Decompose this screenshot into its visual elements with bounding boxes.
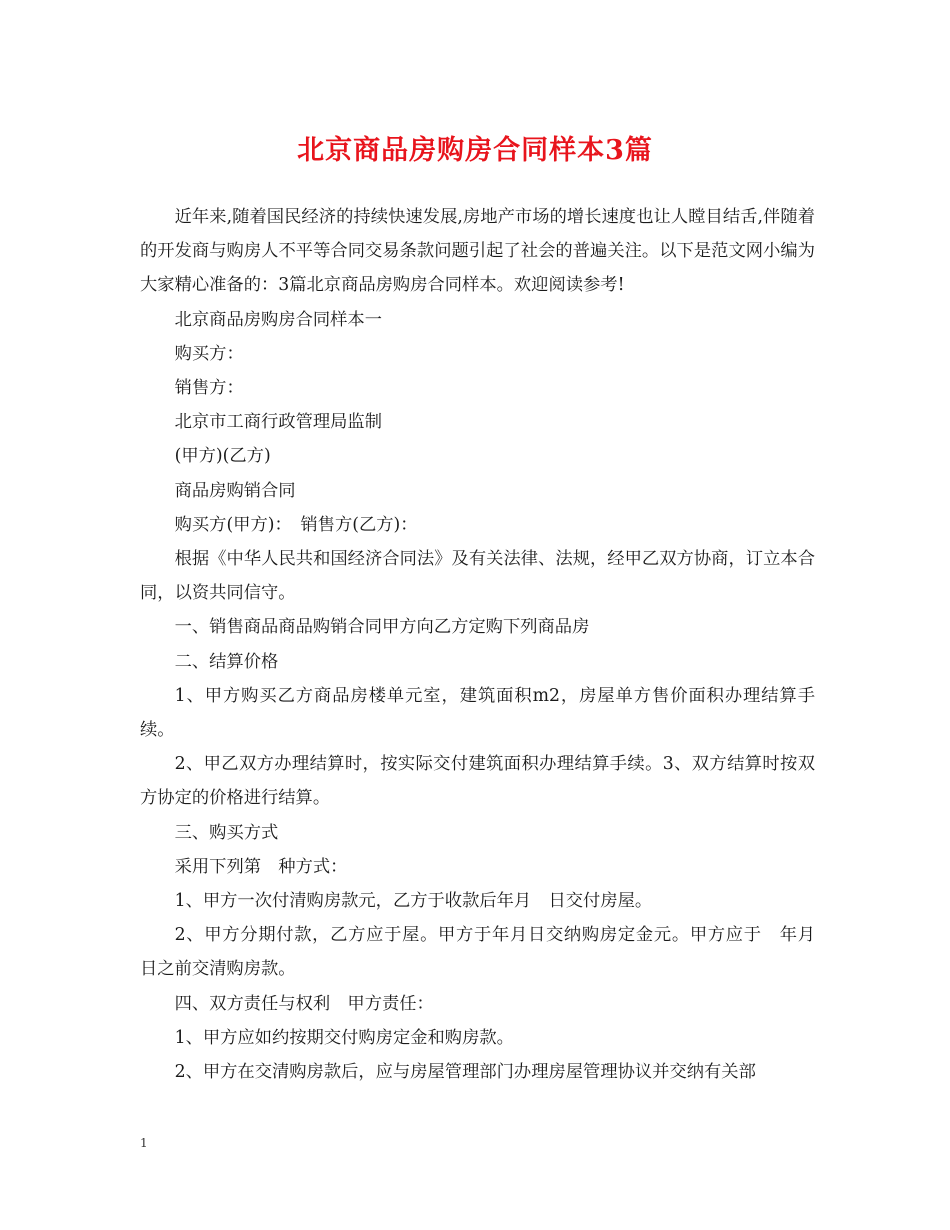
paragraph: 四、双方责任与权利 甲方责任： — [174, 993, 434, 1014]
paragraph: 2、甲方在交清购房款后，应与房屋管理部门办理房屋管理协议并交纳有关部 — [174, 1062, 756, 1083]
paragraph: 1、甲方一次付清购房款元，乙方于收款后年月 日交付房屋。 — [174, 891, 653, 912]
paragraph: 购买方(甲方)： 销售方(乙方)： — [174, 514, 418, 535]
paragraph: 商品房购销合同 — [174, 480, 296, 501]
paragraph: 2、甲乙双方办理结算时，按实际交付建筑面积办理结算手续。3、双方结算时按双方协定的价格进行结算。 — [140, 754, 815, 809]
paragraph: 北京商品房购房合同样本一 — [174, 309, 382, 330]
document-title: 北京商品房购房合同样本3篇 — [297, 135, 653, 166]
paragraph: 销售方： — [174, 378, 244, 399]
page-number: 1 — [140, 1136, 148, 1150]
paragraph: 一、销售商品商品购销合同甲方向乙方定购下列商品房 — [174, 617, 590, 638]
paragraph: 1、甲方应如约按期交付购房定金和购房款。 — [174, 1027, 514, 1048]
paragraph: 采用下列第 种方式： — [174, 856, 348, 877]
document-body — [140, 200, 833, 1089]
paragraph: 1、甲方购买乙方商品房楼单元室，建筑面积m2，房屋单方售价面积办理结算手续。 — [140, 685, 815, 741]
paragraph: 购买方： — [174, 343, 244, 364]
paragraph: (甲方)(乙方) — [174, 446, 271, 467]
paragraph: 根据《中华人民共和国经济合同法》及有关法律、法规，经甲乙双方协商，订立本合同，以资共同信守。 — [140, 549, 815, 604]
paragraph: 北京市工商行政管理局监制 — [174, 412, 382, 433]
paragraph: 二、结算价格 — [174, 651, 279, 672]
paragraph: 三、购买方式 — [174, 822, 279, 843]
paragraph: 近年来,随着国民经济的持续快速发展,房地产市场的增长速度也让人瞠目结舌,伴随着的开发商与购房人不平等合同交易条款问题引起了社会的普遍关注。以下是范文网小编为大家精心准备的：3篇北京商品房购房合同样本。欢迎阅读参考! — [140, 207, 815, 296]
paragraph: 2、甲方分期付款，乙方应于屋。甲方于年月日交纳购房定金元。甲方应于 年月 日之前交清购房款。 — [140, 925, 833, 980]
